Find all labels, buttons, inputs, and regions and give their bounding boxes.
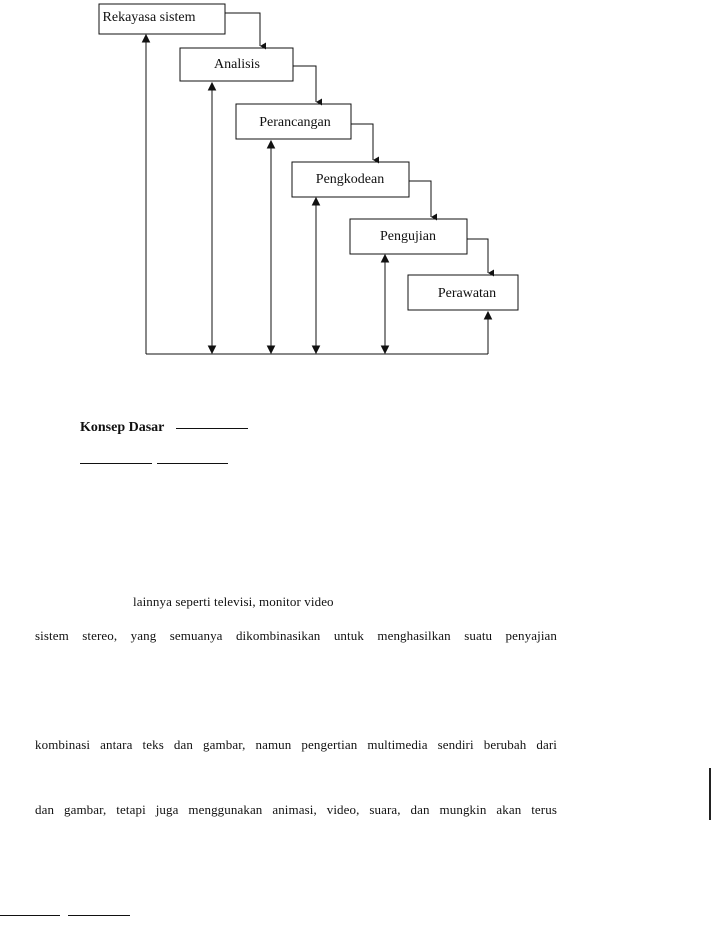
- stage-label: Rekayasa sistem: [102, 10, 196, 25]
- paragraph-line-2: sistem stereo, yang semuanya dikombinasikan untuk menghasilkan suatu penyajian: [35, 628, 557, 643]
- stage-box-perawatan: [408, 275, 518, 310]
- stage-box-pengkodean: [292, 162, 409, 197]
- waterfall-diagram: [0, 0, 713, 380]
- arrowhead-down-pengujian: [382, 346, 389, 353]
- stage-box-pengujian: [350, 219, 467, 254]
- margin-mark: [709, 768, 711, 820]
- stage-label: Analisis: [214, 57, 260, 72]
- heading-blank-rule-left: [80, 463, 152, 464]
- arrowhead-up-perawatan: [485, 312, 492, 319]
- arrowhead-down-analisis: [209, 346, 216, 353]
- arrowhead-down-perancangan: [268, 346, 275, 353]
- stage-box-rekayasa-sistem: [99, 4, 225, 34]
- section-heading: Konsep Dasar: [80, 420, 165, 435]
- arrowhead-up-perancangan: [268, 141, 275, 148]
- paragraph-line-1: lainnya seperti televisi, monitor video: [133, 594, 334, 609]
- connector-5: [467, 239, 488, 273]
- stage-label: Pengkodean: [315, 172, 385, 187]
- arrowhead-up-pengujian: [382, 255, 389, 262]
- stage-box-perancangan: [236, 104, 351, 139]
- heading-blank-rule-right: [157, 463, 228, 464]
- stage-box-analisis: [180, 48, 293, 81]
- paragraph-line-4: dan gambar, tetapi juga menggunakan animasi, video, suara, dan mungkin akan terus: [35, 802, 557, 817]
- connector-3: [351, 124, 373, 160]
- footnote-rule-left: [0, 915, 60, 916]
- stage-label: Pengujian: [380, 229, 436, 244]
- connector-2: [293, 66, 316, 102]
- arrowhead-up-pengkodean: [313, 198, 320, 205]
- arrowhead-down-pengkodean: [313, 346, 320, 353]
- stage-label: Perawatan: [437, 286, 497, 301]
- stage-label: Perancangan: [259, 115, 331, 130]
- heading-underline-blank: [176, 428, 248, 429]
- arrowhead-up-analisis: [209, 83, 216, 90]
- arrowhead-up-rekayasa: [143, 35, 150, 42]
- paragraph-line-3: kombinasi antara teks dan gambar, namun pengertian multimedia sendiri berubah dari: [35, 737, 557, 752]
- connector-4: [409, 181, 431, 217]
- connector-1: [225, 13, 260, 46]
- footnote-rule-right: [68, 915, 130, 916]
